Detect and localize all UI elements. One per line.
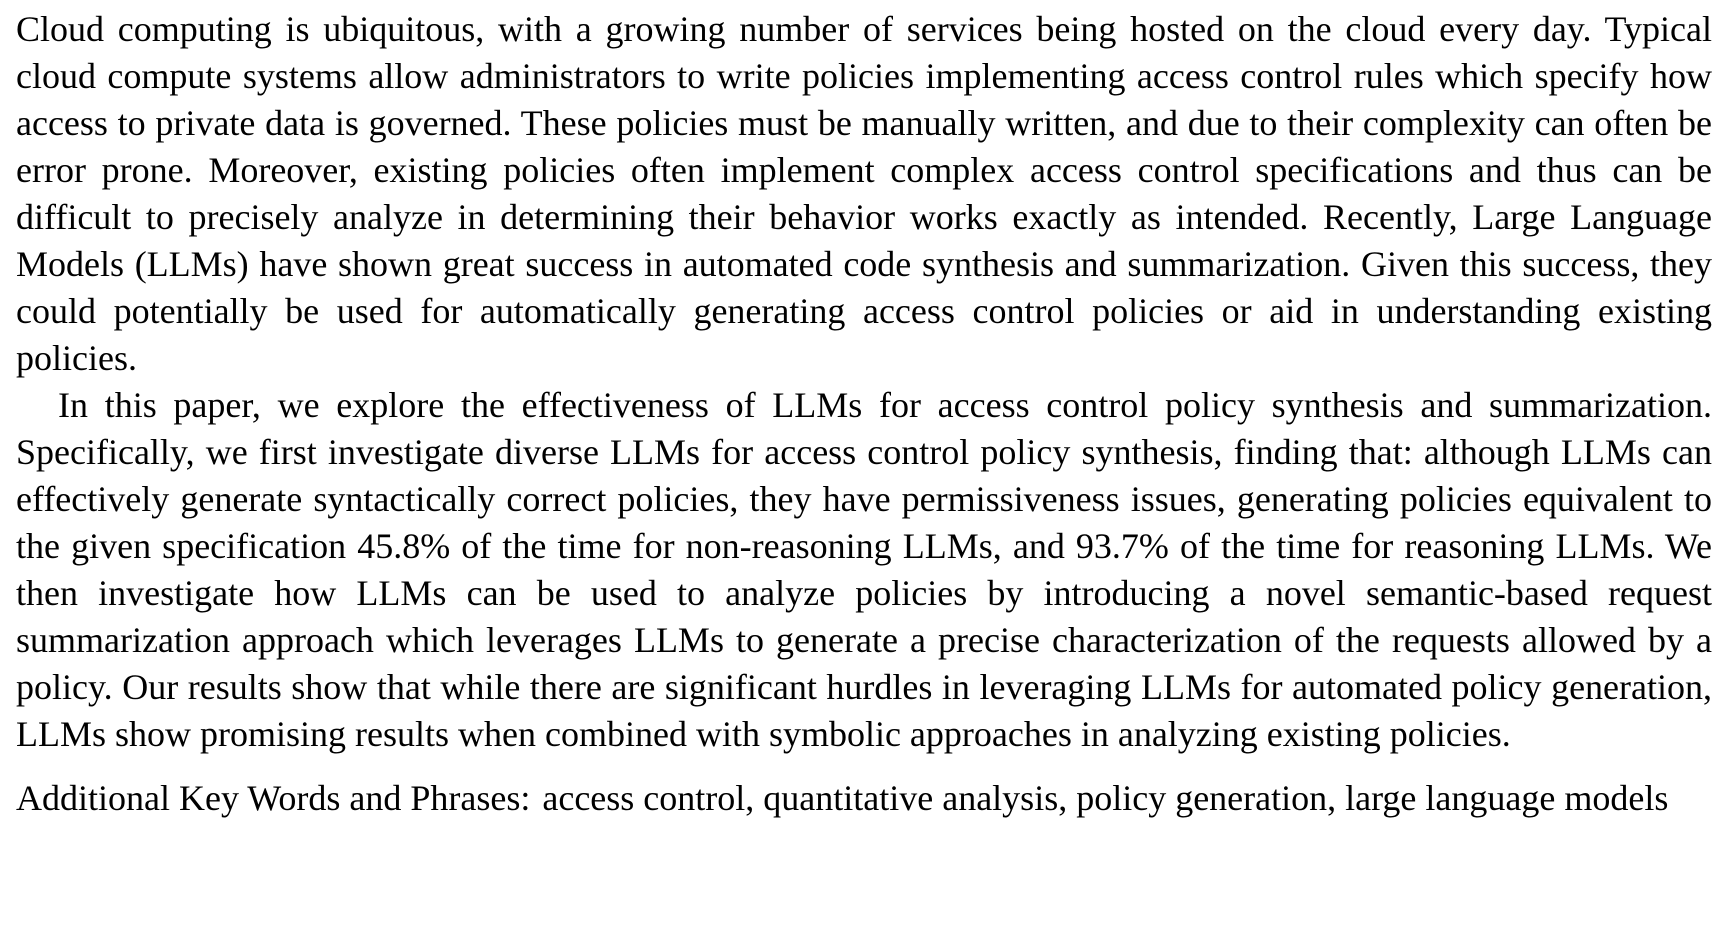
keywords-value: access control, quantitative analysis, policy generation, large language models xyxy=(542,778,1669,818)
keywords-label: Additional Key Words and Phrases: xyxy=(16,778,531,818)
paper-page xyxy=(16,6,1712,822)
abstract-paragraph-1: Cloud computing is ubiquitous, with a growing number of services being hosted on the cloud every day. Typical cloud compute systems allow administrators to write policies implementing access control rules which specify how access to private data is governed. These policies must be manually written, and due to their complexity can often be error prone. Moreover, existing policies often implement complex access control specifications and thus can be difficult to precisely analyze in determining their behavior works exactly as intended. Recently, Large Language Models (LLMs) have shown great success in automated code synthesis and summarization. Given this success, they could potentially be used for automatically generating access control policies or aid in understanding existing policies. xyxy=(16,9,1712,378)
abstract xyxy=(16,6,1712,758)
keywords xyxy=(16,775,1712,822)
abstract-paragraph-2: In this paper, we explore the effectiveness of LLMs for access control policy synthesis and summarization. Specifically, we first investigate diverse LLMs for access control policy synthesis, finding that: although LLMs can effectively generate syntactically correct policies, they have permissiveness issues, generating policies equivalent to the given specification 45.8% of the time for non-reasoning LLMs, and 93.7% of the time for reasoning LLMs. We then investigate how LLMs can be used to analyze policies by introducing a novel semantic-based request summarization approach which leverages LLMs to generate a precise characterization of the requests allowed by a policy. Our results show that while there are significant hurdles in leveraging LLMs for automated policy generation, LLMs show promising results when combined with symbolic approaches in analyzing existing policies. xyxy=(16,385,1712,754)
